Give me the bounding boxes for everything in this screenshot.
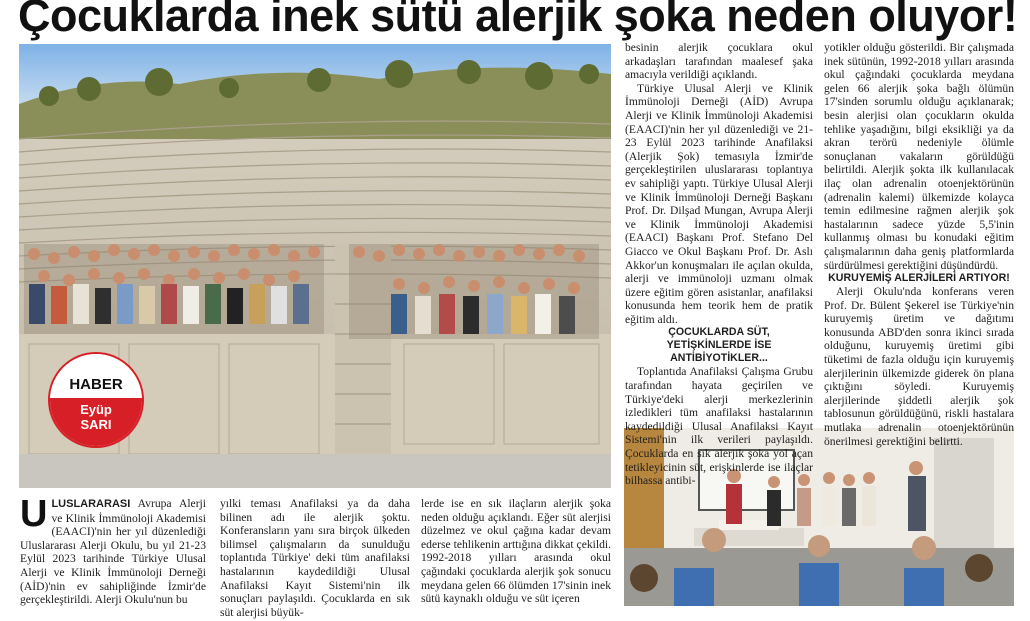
article-column-1 xyxy=(20,493,206,607)
badge-author-last: SARI xyxy=(80,417,112,432)
badge-label: HABER xyxy=(50,354,142,400)
column-4-paragraph-3: Toplantıda Anafilaksi Çalışma Grubu tarafından hayata geçirilen ve Türkiye'deki alerji merkezlerinin izledikleri tüm anafilaksi hastalarının kaydedildiği Ulusal Anafilaksi Kayıt Sistemi'nin ilk verileri paylaşıldı. Çocuklarda en sık alerjik şoka yol açan tetikleyicinin süt, erişkinlerde ise ilaçlar bilhassa antibi- xyxy=(625,365,813,488)
lead-text: Avrupa Alerji ve Klinik İmmünoloji Akademisi (EAACI)'nin her yıl düzenlediği Uluslararası Alerji Okulu, bu yıl 21-23 Eylül 2023 tarihinde Türkiye Ulusal Alerji ve Klinik İmmünoloji Derneği (AİD)'nin ev sahipliğinde İzmir'de gerçekleştirildi. Alerji Okulu'nun bu xyxy=(20,497,206,607)
column-5-paragraph-2: Alerji Okulu'nda konferans veren Prof. Dr. Bülent Şekerel ise Türkiye'nin kuruyemiş üretim ve dağıtımı konusunda ABD'den sonra ikinci sırada olduğunu, kuruyemiş üretimi gibi tüketimi de fazla olduğu için kuruyemiş alerjilerinin ülkemizde giderek ön plana çıktığını söyledi. Kuruyemiş alerjilerinde şiddetli alerjik şok tablosunun görüldüğünü, riskli hastalara mutlaka adrenalin otoenjektörünün önerilmesi gerektiğini belirtti. xyxy=(824,285,1014,448)
drop-cap: U xyxy=(20,493,48,535)
lead-word: LUSLARARASI xyxy=(51,498,131,510)
subheading-milk-antibiotics: ÇOCUKLARDA SÜT, YETİŞKİNLERDE İSE ANTİBİYOTİKLER... xyxy=(666,326,772,365)
column-2-text: yılki teması Anafilaksi ya da daha bilinen adı ile alerjik şoktu. Konferansların yanı sıra birçok ülkeden bilimsel çalışmaların da sunulduğu toplantıda Türkiye' deki tüm anafilaksi hastalarının kaydedildiği Ulusal Anafilaksi Kayıt Sistemi'nin ilk sonuçları paylaşıldı. Çocuklarda en sık süt alerjisi büyük- xyxy=(220,497,410,619)
headline: Çocuklarda inek sütü alerjik şoka neden oluyor! xyxy=(18,0,1018,41)
author-badge xyxy=(50,354,142,446)
article-column-2 xyxy=(220,497,410,619)
subheading-nut-allergies: KURUYEMİŞ ALERJİLERİ ARTIYOR! xyxy=(828,272,1010,285)
badge-author-first: Eyüp xyxy=(80,402,112,417)
column-5-paragraph-1: yotikler olduğu gösterildi. Bir çalışmada inek sütünün, 1992-2018 yılları arasında okul çağındaki çocuklarda meydana gelen 66 alerjik şoka bağlı ölümün 17'sinden sorumlu olduğu açıklanarak; besin alerjisi olan çocukların okulda tehlike yaşadığını, bilgi eksikliği ya da akran terörü nedeniyle ölümle sonuçlanan vakaların görüldüğü belirtildi. Alerjik şokta ilk kullanılacak ilaç olan adrenalin otoenjektörünün (adrenalin kalemi) ülkemizde kolayca temin edilmesine rağmen alerjik şok hastalarının sadece yüzde 5,5'inin kullanmış olması bu konudaki eğitim çalışmalarının daha geniş platformlarda sürdürülmesi gerektiğini düşündürdü. xyxy=(824,41,1014,272)
column-4-paragraph-2: Türkiye Ulusal Alerji ve Klinik İmmünoloji Derneği (AİD) Avrupa Alerji ve Klinik İmmünoloji Akademisi (EAACI)'nin her yıl düzenlediği ve 21-23 Eylül 2023 tarihinde Anafilaksi (Alerjik Şok) temasıyla İzmir'de gerçekleştirilen uluslararası toplantıya ev sahipliği yaptı. Türkiye Ulusal Alerji ve Klinik İmmünoloji Derneği Başkanı Prof. Dr. Dilşad Mungan, Avrupa Alerji ve Klinik İmmünoloji Akademisi (EAACI) Başkanı Prof. Stefano Del Giacco ve Okul Başkanı Prof. Dr. Aslı Akkor'un konuşmaları ile açılan okulda, alerji ve immünoloji uzmanı olmak üzere eğitim gören asistanlar, anafilaksi konusunda hem teorik hem de pratik eğitim aldı. xyxy=(625,81,813,326)
column-3-text: lerde ise en sık ilaçların alerjik şoka neden olduğu açıklandı. Eğer süt alerjisi düzelmez ve okul çağına kadar devam ederse tehlikenin arttığına dikkat çekildi. 1992-2018 yılları arasında okul çağındaki çocuklarda alerjik şok sonucu meydana gelen 66 ölümden 17'sinin inek sütü kaynaklı olduğu ve süt içeren xyxy=(421,497,611,606)
column-4-paragraph-1: besinin alerjik çocuklara okul arkadaşları tarafından maalesef şaka amacıyla verildiği açıklandı. xyxy=(625,41,813,82)
lead-paragraph xyxy=(20,493,206,607)
article-column-5 xyxy=(824,41,1014,448)
article-column-4 xyxy=(625,41,813,488)
article-column-3 xyxy=(421,497,611,606)
badge-author xyxy=(50,398,142,446)
